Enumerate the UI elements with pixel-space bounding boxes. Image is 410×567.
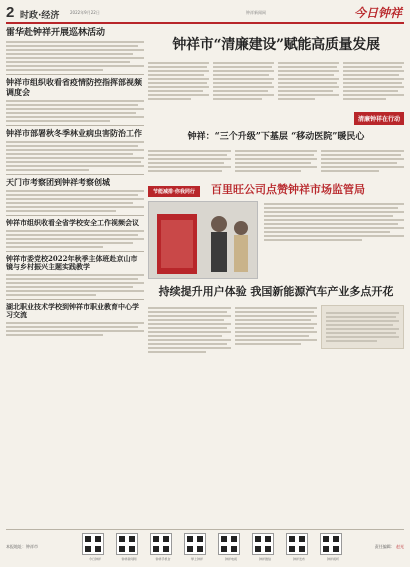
lower-headline: 持续提升用户体验 我国新能源汽车产业多点开花 [158,285,394,298]
qr-code-icon [218,533,240,555]
lower-sidebar-lines [326,312,399,342]
tag-wrap [148,106,404,125]
sub-column-3 [321,148,404,174]
qr-label: 钟祥电视 [224,556,237,561]
sub-column-1 [148,148,231,174]
divider [6,215,144,216]
article-3-body [6,141,144,171]
lead-headline: 钟祥市“清廉建设”赋能高质量发展 [172,37,380,53]
footer-editor [362,544,404,550]
headline-4: 天门市考察团到钟祥考察创城 [6,176,110,187]
qr-block-5[interactable] [218,533,244,561]
divider [6,174,144,175]
divider [6,125,144,126]
qr-block-6[interactable] [252,533,278,561]
qr-code-icon [150,533,172,555]
article-6-body [6,274,144,296]
headline-5: 钟祥市组织收看全省学校安全工作视频会议 [6,218,139,228]
masthead [6,4,404,24]
headline-6: 钟祥市委党校2022年秋季主体班赴京山市镜与乡村振兴主题实践教学 [6,254,138,272]
qr-code-icon [320,533,342,555]
lower-article-columns [148,305,404,355]
right-area [148,26,404,355]
qr-label: 钟祥微信 [258,556,271,561]
sub-column-2 [235,148,318,174]
divider [6,251,144,252]
section-name: 时政·经济 [20,11,60,21]
qr-label: 钟祥新闻网 [121,556,137,561]
qr-block-3[interactable] [150,533,176,561]
headline-3: 钟祥市部署秋冬季林业病虫害防治工作 [6,127,142,138]
qr-block-2[interactable] [116,533,142,561]
headline-7: 湖北职业技术学校到钟祥市职业教育中心学习交流 [6,302,139,320]
lead-article-columns [148,60,404,102]
photo-illustration [149,202,258,279]
qr-label: 今日钟祥 [88,556,101,561]
qr-block-1[interactable] [82,533,108,561]
left-column [6,26,144,527]
qr-label: 钟祥视听 [326,556,339,561]
sub-article-columns [148,148,404,174]
lower-sidebar [321,305,404,355]
article-1-body [6,41,144,71]
lead-column-4 [343,60,404,102]
masthead-center: 钟祥新闻网 [246,10,266,15]
praise-strip-label: 节能减排·你我同行 [148,186,200,197]
photo-row [148,201,404,279]
news-photo [148,201,258,279]
editor-name: 赵光 [396,543,404,549]
divider [6,74,144,75]
qr-code-icon [184,533,206,555]
article-4-body [6,190,144,212]
divider [6,299,144,300]
lead-column-2 [213,60,274,102]
footer [6,529,404,563]
lead-column-3 [278,60,339,102]
qr-label: 钟祥手机台 [155,556,171,561]
headline-2: 钟祥市组织收看省疫情防控指挥部视频调度会 [6,77,142,97]
praise-strip [148,178,404,197]
qr-label: 掌上钟祥 [190,556,203,561]
qr-code-icon [286,533,308,555]
qr-block-7[interactable] [286,533,312,561]
qr-block-8[interactable] [320,533,346,561]
qr-code-icon [252,533,274,555]
article-2-body [6,100,144,122]
page-number: 2 [6,4,15,21]
lower-sidebar-box [321,305,404,349]
article-5-body [6,230,144,248]
lower-column-2 [235,305,318,355]
headline-1: 雷华赴钟祥开展巡林活动 [6,28,106,38]
qr-block-4[interactable] [184,533,210,561]
lower-column-1 [148,305,231,355]
photo-caption-text [264,201,404,279]
footer-contact: 本报地址：钟祥市 [6,544,38,549]
newspaper-logo: 今日钟祥 [353,6,402,20]
praise-headline: 百里旺公司点赞钟祥市场监管局 [211,183,365,196]
issue-date: 2022年9月22日 [70,10,100,15]
editor-label: 责任编辑： [374,543,395,549]
lead-column-1 [148,60,209,102]
qr-label: 钟祥发布 [292,556,305,561]
article-7-body [6,322,144,336]
sub-headline: 钟祥：“三个升级”下基层 “移动医院”暖民心 [187,132,365,142]
qr-code-icon [116,533,138,555]
qr-code-icon [82,533,104,555]
section-tag: 清廉钟祥在行动 [354,112,404,125]
